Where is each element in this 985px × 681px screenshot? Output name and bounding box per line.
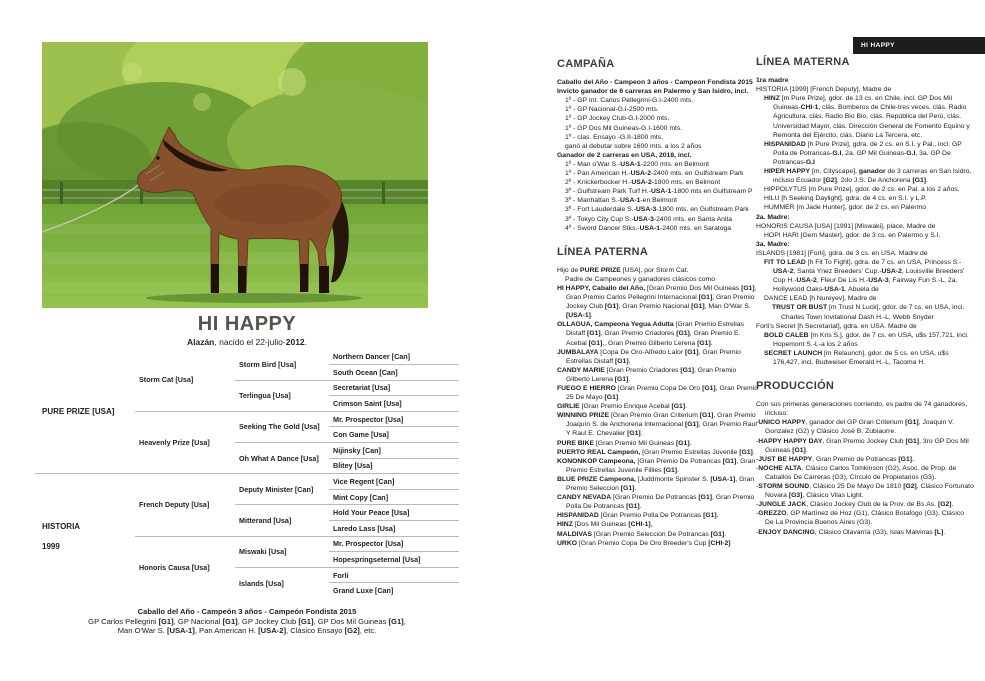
- pedigree-cell: South Ocean [Can]: [329, 365, 459, 381]
- text-line: PURE BIKE [Gran Premio Mil Guineas [G1].: [557, 439, 692, 447]
- text-line: HISPANIDAD [h Pure Prize], gdra. de 2 cs. en S.I. y Pal., incl. GP Polla de Potrancas-G.I, 2a. GP Mil Guineas-G.I, 3a. GP De Potrancas-G.I: [764, 140, 962, 166]
- pedigree-cell: Honoris Causa [Usa]: [139, 563, 210, 573]
- pedigree-cell: Storm Cat [Usa]: [135, 349, 235, 411]
- text-line: Hijo de PURE PRIZE [USA], por Storm Cat.: [557, 266, 689, 274]
- page-tab: [853, 37, 985, 54]
- text-line: -JUST BE HAPPY, Gran Premio de Potrancas [G1].: [756, 455, 914, 463]
- paternal-line-section: [557, 245, 759, 548]
- text-line: Man O'War S. [USA-1], Pan American H. [USA-2], Clásico Ensayo [G2], etc.: [117, 626, 377, 636]
- text-line: HONORIS CAUSA [USA] [1991] [Miswaki], place, Madre de: [756, 222, 936, 230]
- pedigree-cell: Blitey [Usa]: [329, 458, 459, 474]
- text-line: -JUNGLE JACK, Clásico Jockey Club de la Prov. de Bs.As. [G2].: [756, 501, 954, 509]
- horse-photo-illustration: [42, 42, 428, 308]
- text-line: CANDY MARIE [Gran Premio Criadores [G1], Gran Premio Gilberto Lerena [G1].: [557, 366, 737, 383]
- text-line: 1º - Man o'War S.-USA-1-2200 mts. en Belmont: [565, 160, 710, 168]
- text-line: 1º - Pan American H.-USA-2-2400 mts. en Gulfstream Park: [565, 170, 744, 178]
- pedigree-cell: Storm Bird [Usa]: [235, 349, 329, 380]
- text-line: Con sus primeras generaciones corriendo, es padre de 74 ganadores, incluso:: [756, 401, 968, 418]
- text-line: PUERTO REAL Campeón, [Gran Premio Estrellas Juvenile [G1].: [557, 448, 755, 456]
- text-line: URKO [Gran Premio Copa De Oro Breeder's Cup [CHI-2]: [557, 539, 731, 547]
- text-line: Caballo del Año - Campeon 3 años - Campeon Fondista 2015: [557, 79, 753, 87]
- text-line: 3º - Gulfstream Park Turf H.-USA-1-1800 mts en Gulfstream P: [565, 188, 753, 196]
- maternal-line-section: [756, 58, 974, 367]
- horse-eye: [156, 156, 159, 159]
- text-line: GP Carlos Pellegrini [G1], GP Nacional [G1], GP Jockey Club [G1], GP Dos Mil Guineas [G1],: [88, 616, 406, 626]
- text-line: Ganador de 2 carreras en USA, 2018, incl.: [557, 151, 692, 159]
- text-line: 2a. Madre:: [756, 213, 790, 221]
- text-line: JUMBALAYA [Copa De Oro-Alfredo Lalor [G1], Gran Premio Estrellas Distaff [G1].: [557, 348, 741, 365]
- production-section: [756, 382, 974, 537]
- pedigree-cell: Miswaki [Usa]: [235, 536, 329, 567]
- pedigree-table: [35, 349, 459, 599]
- pedigree-cell: Northern Dancer [Can]: [329, 349, 459, 365]
- pedigree-cell: Nijinsky [Can]: [329, 443, 459, 459]
- pedigree-cell: Hold Your Peace [Usa]: [329, 505, 459, 521]
- text-line: CANDY NEVADA [Gran Premio De Potrancas [G1], Gran Premio Polla De Potrancas [G1].: [557, 494, 755, 511]
- text-line: 1º - GP Jockey Club-G.I-2000 mts.: [565, 115, 670, 123]
- pedigree-cell: Laredo Lass [Usa]: [329, 521, 459, 537]
- horse-shadow: [146, 293, 362, 303]
- campaign-heading: CAMPAÑA: [557, 58, 615, 70]
- text-line: ganó al debutar sobre 1600 mts. a los 2 años: [565, 142, 702, 150]
- text-line: HIPPOLYTUS [m Pure Prize], gdor. de 2 cs. en Pal. a los 2 años.: [764, 186, 960, 194]
- text-line: 1º - GP Nacional-G.I-2500 mts.: [565, 106, 659, 114]
- text-line: 3a. Madre:: [756, 240, 790, 248]
- pedigree-cell: Mitterand [Usa]: [235, 505, 329, 536]
- text-line: Forli's Secret [h Secretariat], gdra. en USA. Madre de: [756, 322, 917, 330]
- text-line: -HAPPY HAPPY DAY, Gran Premio Jockey Club [G1], 3ro GP Dos Mil Guineas [G1].: [756, 437, 969, 454]
- production-heading: PRODUCCIÓN: [756, 380, 835, 393]
- text-line: HISPANIDAD [Gran Premio Polla De Potrancas [G1].: [557, 512, 719, 520]
- text-line: HINZ [Dos Mil Guineas [CHI-1],: [557, 521, 653, 529]
- text-line: 3º - Tokyo City Cup S.-USA-3-2400 mts. en Santa Anita: [565, 215, 733, 223]
- pedigree-cell: Terlingua [Usa]: [235, 380, 329, 411]
- text-line: HILU [h Seeking Daylight], gdra. de 4 cs. en S.I. y L.P.: [764, 195, 927, 203]
- pedigree-cell: Seeking The Gold [Usa]: [235, 411, 329, 442]
- pedigree-cell: Islands [Usa]: [239, 578, 284, 588]
- text-line: BOLD CALEB [m Kris S.], gdor. de 7 cs. en USA, u$s 157,721, incl. Hopemont S.-L-a los 2 años: [764, 331, 969, 348]
- horse-subtitle: Alazán, nacido el 22-julio-2012.: [186, 337, 308, 347]
- text-line: FUEGO E HIERRO [Gran Premio Copa De Oro [G1], Gran Premio 25 De Mayo [G1].: [557, 385, 758, 402]
- maternal-line-lines: [756, 76, 974, 367]
- pedigree-cell: Mint Copy [Can]: [329, 489, 459, 505]
- text-line: ISLANDS [1981] [Forli], gdra. de 3 cs. en USA. Madre de: [756, 249, 928, 257]
- text-line: SECRET LAUNCH [m Relaunch], gdor. de 5 cs. en USA, u$s 176,427, incl. Budweiser Emerald H.-L, Tacoma H.: [764, 349, 949, 366]
- title-block: [35, 313, 459, 347]
- horse-name-title: HI HAPPY: [197, 313, 297, 335]
- pedigree-cell: Deputy Minister [Can]: [235, 474, 329, 505]
- text-line: Padre de Campeones y ganadores clásicos como: [565, 275, 715, 283]
- left-page-footer: [35, 607, 459, 636]
- paternal-line-heading: LÍNEA PATERNA: [557, 245, 649, 258]
- pedigree-cell: Forli: [329, 567, 459, 583]
- text-line: Invicto ganador de 6 carreras en Palermo y San Isidro, incl.: [557, 88, 749, 96]
- text-line: OLLAGUA, Campeona Yegua Adulta [Gran Premio Estrellas Distaff [G1], Gran Premio Criadores [G1], Gran Premio E. Acebal [G1],, Gran Premio Gilberto Lerena [G1].: [557, 321, 744, 347]
- text-line: FIT TO LEAD [h Fit To Fight], gdra. de 7 cs. en USA, Princess S.-USA-2, Santa Ynez Breeders' Cup.-USA-2, Louisville Breeders' Cup H.-USA-2, Fleur De Lis H.-USA-3, Fairway Fun S.-L, 2a. Hollywood Oaks-USA-1. Abuela de: [764, 258, 965, 294]
- pedigree-cell: Secretariat [Usa]: [329, 380, 459, 396]
- pedigree-cell: Heavenly Prize [Usa]: [135, 411, 235, 473]
- text-line: -ENJOY DANCING, Clásico Olavarría (G3), Islas Malvinas [L].: [756, 528, 946, 536]
- text-line: HI HAPPY, Caballo del Año, [Gran Premio Dos Mil Guineas [G1], Gran Premio Carlos Pellegrini Internacional [G1], Gran Premio Jockey Club [G1], Gran Premio Nacional [G1], Man O'War S. [USA-1].: [557, 284, 757, 320]
- text-line: 3º - Fort Lauderdale S.-USA-3-1800 mts. en Gulfstream Park: [565, 206, 749, 214]
- text-line: 1º - GP Dos Mil Guineas-G.I-1600 mts.: [565, 124, 683, 132]
- text-line: GIRLIE [Gran Premio Enrique Acebal [G1].: [557, 403, 687, 411]
- pedigree-cell: HISTORIA 1999: [42, 521, 81, 551]
- text-line: 4º - Sword Dancer Stks.-USA-1-2400 mts. en Saratoga: [565, 224, 732, 232]
- text-line: HINZ [m Pure Prize], gdor. de 13 cs. en Chile, incl. GP Dos Mil Guineas-CHI-1, clás. Bomberos de Chile-tres veces, clás. Radio Agricultura, clás. Radio Bio Bio, clás. República del Perú, clás. Universidad Mayor, clás. Dirección General de Fomento Equino y Remonta del Ejército, clás. Diario La Tercera, etc.: [764, 95, 970, 139]
- text-line: WINNING PRIZE [Gran Premio Gran Criterium [G1], Gran Premio Joaquín S. de Anchorena Internacional [G1], Gran Premio Raul Y Raul E. Chevalier [G1].: [557, 412, 757, 438]
- pedigree-cell: Grand Luxe [Can]: [333, 586, 394, 596]
- text-line: BLUE PRIZE Campeona, [Juddmonte Spinster S. [USA-1], Gran Premio Seleccion [G1].: [557, 475, 755, 493]
- pedigree-cell: Mr. Prospector [Usa]: [329, 411, 459, 427]
- production-lines: [756, 400, 974, 536]
- text-line: HUMMER [m Jade Hunter], gdor. de 2 cs. en Palermo: [764, 204, 927, 212]
- text-line: 2º - Knickerbocker H.-USA-2-1800 mts. en Belmont: [565, 179, 721, 187]
- campaign-lines: [557, 78, 759, 233]
- text-line: 1º - clas. Ensayo -G.II-1800 mts.: [565, 133, 664, 141]
- pedigree-cell: PURE PRIZE [USA]: [35, 349, 135, 474]
- pedigree-cell: Crimson Saint [Usa]: [329, 396, 459, 412]
- text-line: 3º - Manhattan S.-USA-1-en Belmont: [565, 197, 678, 205]
- pedigree-cell: Hopespringseternal [Usa]: [329, 552, 459, 568]
- pedigree-cell: French Deputy [Usa]: [135, 474, 235, 536]
- text-line: 1ra madre: [756, 77, 789, 85]
- text-line: HISTORIA [1999] [French Deputy], Madre de: [756, 86, 892, 94]
- text-line: HOPI HARI [Gem Master], gdor. de 3 cs. en Palermo y S.I.: [764, 231, 941, 239]
- text-line: Caballo del Año - Campeón 3 años - Campeón Fondista 2015: [137, 607, 357, 616]
- text-line: -STORM SOUND, Clásico 25 De Mayo De 1810 [G2], Clásico Fortunato Novara [G3], Clásico Vilas Light.: [756, 483, 974, 500]
- text-line: MALDIVAS [Gran Premio Seleccion De Potrancas [G1].: [557, 530, 727, 538]
- text-line: KONONKOP Campeona, [Gran Premio De Potrancas [G1], Gran Premio Estrellas Juvenile Fillies [G1].: [557, 457, 756, 474]
- pedigree-cell: Vice Regent [Can]: [329, 474, 459, 490]
- maternal-line-heading: LÍNEA MATERNA: [756, 56, 850, 68]
- pedigree-cell: Mr. Prospector [Usa]: [329, 536, 459, 552]
- maternal-column: [756, 58, 974, 537]
- page-tab-label: HI HAPPY: [861, 42, 895, 49]
- text-line: -UNICO HAPPY, ganador del GP Gran Criterium [G1], Joaquin V. Gonzalez (G2) y Clásico José B. Zubiaurre.: [756, 419, 954, 436]
- pedigree-cell: Oh What A Dance [Usa]: [235, 443, 329, 474]
- text-line: TRUST OR BUST [m Trust N Luck], gdor. de 7 cs. en USA, incl. Charles Town Invitational Dash H.-L, Webb Snyder: [772, 304, 965, 321]
- text-line: HIPER HAPPY [m. Cityscape], ganador de 3 carreras en San Isidro, incluso Ecuador [G2], 2do J.S. De Anchorena [G1].: [764, 168, 972, 185]
- campaign-section: [557, 60, 759, 233]
- horse-photo: [42, 42, 428, 308]
- text-line: DANCE LEAD [h Nureyev], Madre de: [764, 295, 877, 303]
- text-line: -GREZZO, GP Martínez de Hoz (G1), Clásico Botafogo (G3), Clásico De La Provincia Buenos Aires (G3).: [756, 510, 965, 527]
- campaign-column: [557, 60, 759, 548]
- pedigree-cell: Con Game [Usa]: [329, 427, 459, 443]
- text-line: 1º - GP Int. Carlos Pellegrini-G.I-2400 mts.: [565, 97, 694, 105]
- paternal-line-lines: [557, 266, 759, 548]
- text-line: -NOCHE ALTA, Clásico Carlos Tomkinson (G2), Asoc. de Prop. de Caballos De Carreras (G3), Círculo de Propietarios (G3).: [756, 464, 957, 481]
